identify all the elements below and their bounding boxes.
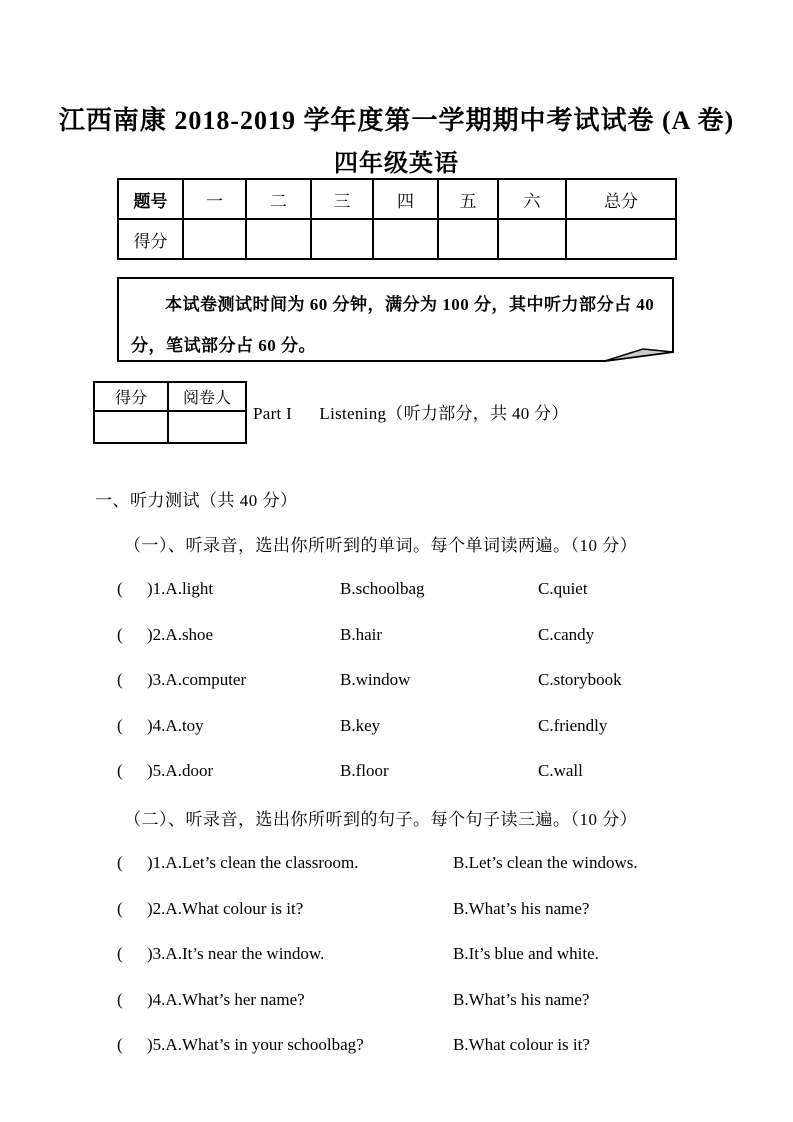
option-a: )3.A.computer: [147, 670, 247, 689]
exam-subtitle: 四年级英语: [334, 151, 459, 177]
answer-blank: (: [117, 899, 123, 918]
option-c: C.wall: [538, 761, 583, 780]
score-header-cell: 一: [183, 179, 246, 219]
answer-blank: (: [117, 625, 123, 644]
subsection2-instruction: （二）、听录音，选出你所听到的句子。每个句子读三遍。（10 分）: [124, 810, 638, 829]
grader-table: [93, 381, 247, 444]
option-b: B.Let’s clean the windows.: [453, 853, 638, 872]
score-cell-empty: [183, 219, 246, 259]
word-question-row: [117, 579, 717, 601]
option-b: B.hair: [340, 625, 383, 644]
sentence-question-row: [117, 1035, 717, 1057]
option-a: )4.A.toy: [147, 716, 204, 735]
option-c: C.friendly: [538, 716, 608, 735]
option-b: B.floor: [340, 761, 389, 780]
score-row-label: 得分: [118, 219, 183, 259]
exam-title: 江西南康 2018-2019 学年度第一学期期中考试试卷 (A 卷): [58, 106, 735, 135]
score-cell-empty: [373, 219, 438, 259]
grader-cell-empty: [94, 411, 168, 443]
answer-blank: (: [117, 1035, 123, 1054]
sentence-question-row: [117, 899, 717, 921]
score-header-cell: 题号: [118, 179, 183, 219]
score-header-cell: 四: [373, 179, 438, 219]
answer-blank: (: [117, 716, 123, 735]
grader-score-label: 得分: [94, 382, 168, 411]
option-c: C.quiet: [538, 579, 588, 598]
option-a: )2.A.shoe: [147, 625, 214, 644]
answer-blank: (: [117, 853, 123, 872]
option-a: )1.A.light: [147, 579, 214, 598]
option-b: B.It’s blue and white.: [453, 944, 599, 963]
part1-heading: Part I Listening（听力部分，共 40 分）: [253, 404, 569, 423]
answer-blank: (: [117, 670, 123, 689]
word-question-row: [117, 625, 717, 647]
score-header-cell: 总分: [566, 179, 676, 219]
option-b: B.schoolbag: [340, 579, 425, 598]
answer-blank: (: [117, 990, 123, 1009]
option-b: B.window: [340, 670, 411, 689]
score-summary-table: [117, 178, 677, 260]
option-a: )2.A.What colour is it?: [147, 899, 304, 918]
answer-blank: (: [117, 761, 123, 780]
score-cell-empty: [566, 219, 676, 259]
score-cell-empty: [498, 219, 566, 259]
option-b: B.What’s his name?: [453, 899, 590, 918]
option-c: C.candy: [538, 625, 595, 644]
score-header-cell: 二: [246, 179, 311, 219]
option-a: )5.A.door: [147, 761, 214, 780]
grader-table-header-row: [94, 382, 246, 411]
score-header-cell: 五: [438, 179, 498, 219]
option-a: )5.A.What’s in your schoolbag?: [147, 1035, 364, 1054]
score-cell-empty: [246, 219, 311, 259]
word-question-row: [117, 670, 717, 692]
word-question-row: [117, 761, 717, 783]
option-a: )3.A.It’s near the window.: [147, 944, 325, 963]
score-cell-empty: [438, 219, 498, 259]
sentence-question-row: [117, 990, 717, 1012]
score-table-header-row: [118, 179, 676, 219]
listening-section-title: 一、听力测试（共 40 分）: [95, 491, 298, 510]
notice-box: [117, 277, 675, 363]
option-b: B.What colour is it?: [453, 1035, 590, 1054]
score-cell-empty: [311, 219, 373, 259]
option-a: )4.A.What’s her name?: [147, 990, 305, 1009]
score-header-cell: 三: [311, 179, 373, 219]
sentence-question-row: [117, 944, 717, 966]
score-header-cell: 六: [498, 179, 566, 219]
option-a: )1.A.Let’s clean the classroom.: [147, 853, 359, 872]
option-b: B.key: [340, 716, 381, 735]
answer-blank: (: [117, 579, 123, 598]
option-c: C.storybook: [538, 670, 622, 689]
answer-blank: (: [117, 944, 123, 963]
grader-table-empty-row: [94, 411, 246, 443]
subsection1-instruction: （一）、听录音，选出你所听到的单词。每个单词读两遍。（10 分）: [124, 536, 638, 555]
score-table-score-row: [118, 219, 676, 259]
grader-cell-empty: [168, 411, 246, 443]
option-b: B.What’s his name?: [453, 990, 590, 1009]
grader-person-label: 阅卷人: [168, 382, 246, 411]
word-question-row: [117, 716, 717, 738]
notice-text: 本试卷测试时间为 60 分钟，满分为 100 分，其中听力部分占 40 分，笔试部分占 60 分。: [131, 295, 655, 355]
sentence-question-row: [117, 853, 717, 875]
